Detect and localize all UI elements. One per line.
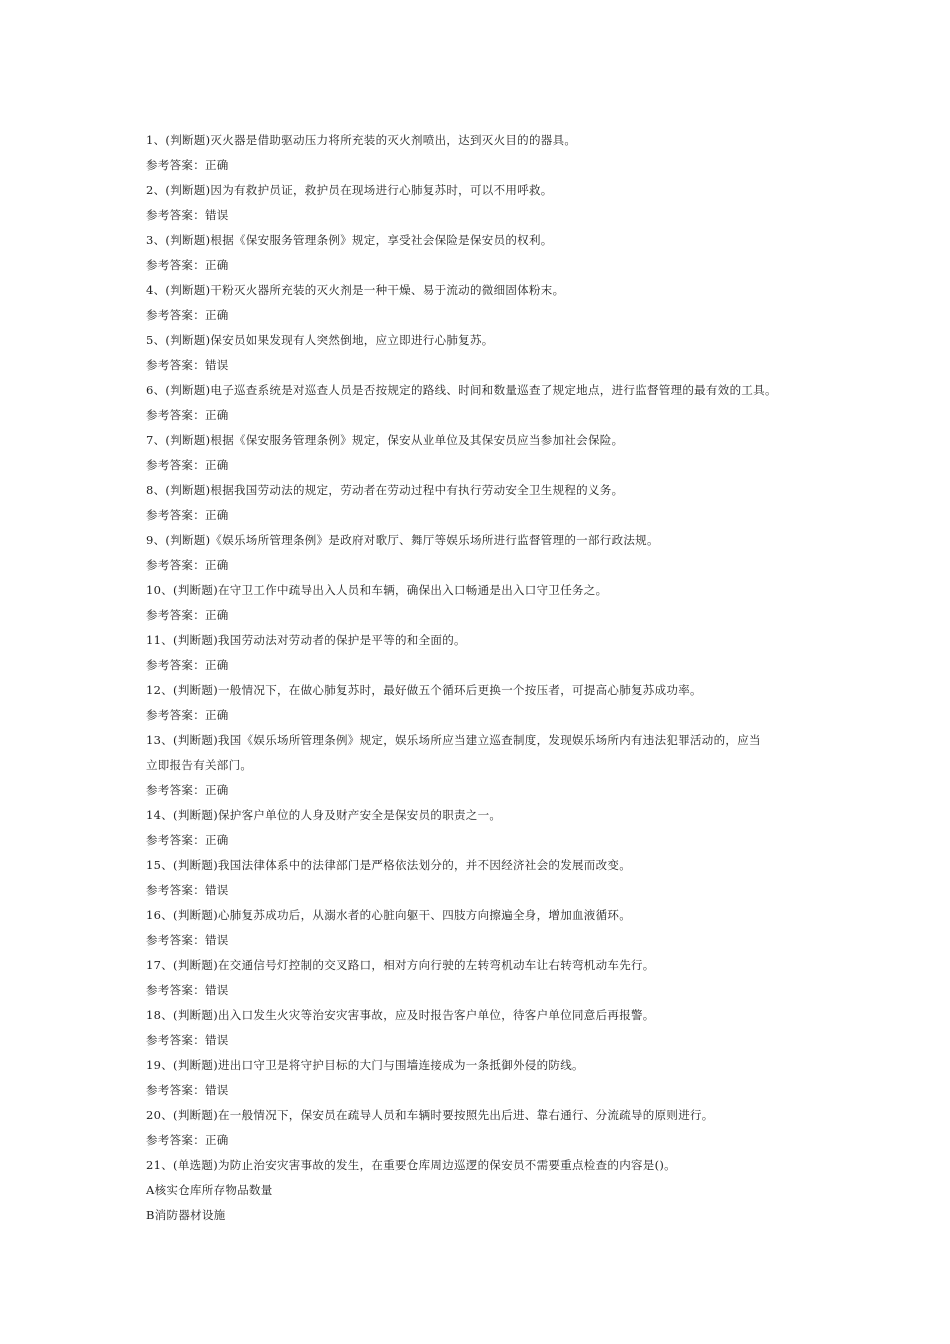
question-text: 15、(判断题)我国法律体系中的法律部门是严格依法划分的，并不因经济社会的发展而改变。	[146, 858, 632, 872]
answer-value: 正确	[205, 1133, 229, 1147]
question-text: 11、(判断题)我国劳动法对劳动者的保护是平等的和全面的。	[146, 633, 466, 647]
question-text: 2、(判断题)因为有救护员证，救护员在现场进行心肺复苏时，可以不用呼救。	[146, 183, 553, 197]
answer-line: 参考答案：正确	[146, 158, 229, 172]
answer-value: 错误	[205, 208, 229, 222]
answer-value: 错误	[205, 933, 229, 947]
answer-value: 正确	[205, 558, 229, 572]
answer-line: 参考答案：正确	[146, 708, 229, 722]
answer-line: 参考答案：正确	[146, 833, 229, 847]
answer-value: 正确	[205, 783, 229, 797]
answer-value: 正确	[205, 608, 229, 622]
question-text: 20、(判断题)在一般情况下，保安员在疏导人员和车辆时要按照先出后进、靠右通行、分流疏导的原则进行。	[146, 1108, 714, 1122]
answer-value: 错误	[205, 1033, 229, 1047]
answer-line: 参考答案：正确	[146, 608, 229, 622]
question-text: 21、(单选题)为防止治安灾害事故的发生，在重要仓库周边巡逻的保安员不需要重点检查的内容是()。	[146, 1158, 676, 1172]
answer-line: 参考答案：正确	[146, 258, 229, 272]
question-text-continued: 立即报告有关部门。	[146, 758, 253, 772]
question-text: 3、(判断题)根据《保安服务管理条例》规定，享受社会保险是保安员的权利。	[146, 233, 553, 247]
question-text: 10、(判断题)在守卫工作中疏导出入人员和车辆，确保出入口畅通是出入口守卫任务之。	[146, 583, 608, 597]
question-text: 19、(判断题)进出口守卫是将守护目标的大门与围墙连接成为一条抵御外侵的防线。	[146, 1058, 584, 1072]
answer-line: 参考答案：正确	[146, 658, 229, 672]
answer-value: 错误	[205, 1083, 229, 1097]
answer-line: 参考答案：正确	[146, 458, 229, 472]
answer-value: 正确	[205, 258, 229, 272]
answer-line: 参考答案：正确	[146, 508, 229, 522]
answer-value: 正确	[205, 658, 229, 672]
document-page	[146, 128, 836, 1228]
answer-line: 参考答案：正确	[146, 1133, 229, 1147]
option-a: A核实仓库所存物品数量	[146, 1183, 273, 1197]
answer-line: 参考答案：错误	[146, 933, 229, 947]
answer-value: 正确	[205, 508, 229, 522]
question-text: 13、(判断题)我国《娱乐场所管理条例》规定，娱乐场所应当建立巡查制度，发现娱乐场所内有违法犯罪活动的，应当	[146, 733, 761, 747]
answer-value: 正确	[205, 408, 229, 422]
option-b: B消防器材设施	[146, 1208, 226, 1222]
answer-value: 正确	[205, 833, 229, 847]
answer-line: 参考答案：错误	[146, 1083, 229, 1097]
answer-value: 正确	[205, 158, 229, 172]
answer-line: 参考答案：正确	[146, 408, 229, 422]
question-text: 5、(判断题)保安员如果发现有人突然倒地，应立即进行心肺复苏。	[146, 333, 494, 347]
answer-value: 错误	[205, 883, 229, 897]
answer-line: 参考答案：错误	[146, 358, 229, 372]
answer-line: 参考答案：正确	[146, 308, 229, 322]
answer-value: 错误	[205, 983, 229, 997]
question-text: 7、(判断题)根据《保安服务管理条例》规定，保安从业单位及其保安员应当参加社会保险。	[146, 433, 624, 447]
question-text: 9、(判断题)《娱乐场所管理条例》是政府对歌厅、舞厅等娱乐场所进行监督管理的一部行政法规。	[146, 533, 659, 547]
answer-line: 参考答案：错误	[146, 983, 229, 997]
answer-value: 错误	[205, 358, 229, 372]
question-text: 8、(判断题)根据我国劳动法的规定，劳动者在劳动过程中有执行劳动安全卫生规程的义务。	[146, 483, 624, 497]
answer-value: 正确	[205, 708, 229, 722]
question-text: 6、(判断题)电子巡查系统是对巡查人员是否按规定的路线、时间和数量巡查了规定地点，进行监督管理的最有效的工具。	[146, 383, 777, 397]
question-text: 18、(判断题)出入口发生火灾等治安灾害事故，应及时报告客户单位，待客户单位同意后再报警。	[146, 1008, 655, 1022]
answer-line: 参考答案：错误	[146, 208, 229, 222]
question-text: 4、(判断题)干粉灭火器所充装的灭火剂是一种干燥、易于流动的微细固体粉末。	[146, 283, 565, 297]
answer-line: 参考答案：错误	[146, 1033, 229, 1047]
answer-value: 正确	[205, 308, 229, 322]
answer-line: 参考答案：错误	[146, 883, 229, 897]
question-text: 16、(判断题)心肺复苏成功后，从溺水者的心脏向躯干、四肢方向擦遍全身，增加血液循环。	[146, 908, 632, 922]
question-text: 14、(判断题)保护客户单位的人身及财产安全是保安员的职责之一。	[146, 808, 502, 822]
question-text: 12、(判断题)一般情况下，在做心肺复苏时，最好做五个循环后更换一个按压者，可提高心肺复苏成功率。	[146, 683, 702, 697]
question-text: 17、(判断题)在交通信号灯控制的交叉路口，相对方向行驶的左转弯机动车让右转弯机动车先行。	[146, 958, 655, 972]
question-text: 1、(判断题)灭火器是借助驱动压力将所充装的灭火剂喷出，达到灭火目的的器具。	[146, 133, 577, 147]
answer-line: 参考答案：正确	[146, 558, 229, 572]
answer-line: 参考答案：正确	[146, 783, 229, 797]
answer-value: 正确	[205, 458, 229, 472]
